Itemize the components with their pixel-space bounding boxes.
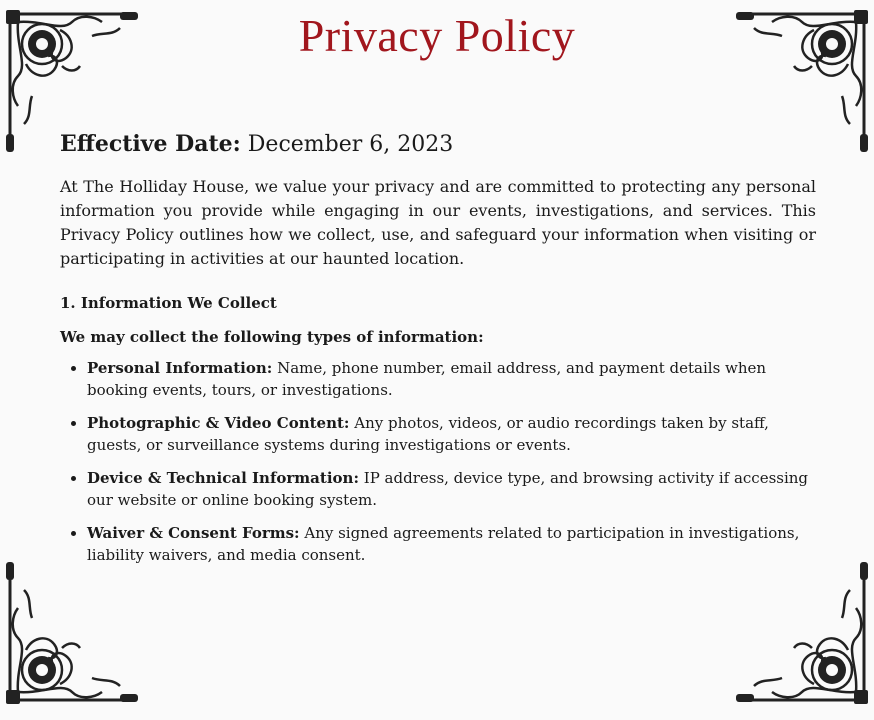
policy-content	[60, 126, 816, 577]
list-item-text: Any signed agreements related to participation in investigations, liability waivers, and media consent.	[87, 524, 800, 564]
ornate-corner-bottom-left-icon	[2, 558, 142, 708]
effective-date-label: Effective Date:	[60, 131, 241, 157]
information-list	[60, 357, 816, 566]
ornate-corner-bottom-right-icon	[732, 558, 872, 708]
effective-date-value: December 6, 2023	[247, 132, 454, 157]
list-item-text: IP address, device type, and browsing activity if accessing our website or online booking system.	[87, 469, 809, 509]
list-item-text: Name, phone number, email address, and payment details when booking events, tours, or investigations.	[87, 359, 767, 399]
list-item-label: Waiver & Consent Forms:	[87, 524, 300, 542]
intro-paragraph: At The Holliday House, we value your privacy and are committed to protecting any personal information you provide while engaging in our events, investigations, and services. This Privacy Policy outlines how we collect, use, and safeguard your information when visiting or participating in activities at our haunted location.	[60, 177, 816, 268]
list-item-label: Device & Technical Information:	[87, 469, 359, 487]
effective-date-line	[60, 126, 816, 163]
list-item	[87, 412, 816, 456]
list-item-text: Any photos, videos, or audio recordings taken by staff, guests, or surveillance systems during investigations or events.	[87, 414, 769, 454]
list-item	[87, 522, 816, 566]
list-item	[87, 467, 816, 511]
page-title: Privacy Policy	[298, 10, 576, 61]
list-item-label: Photographic & Video Content:	[87, 414, 350, 432]
section-subheading: We may collect the following types of information:	[60, 328, 484, 346]
section-heading: 1. Information We Collect	[60, 294, 277, 312]
list-item	[87, 357, 816, 401]
list-item-label: Personal Information:	[87, 359, 273, 377]
